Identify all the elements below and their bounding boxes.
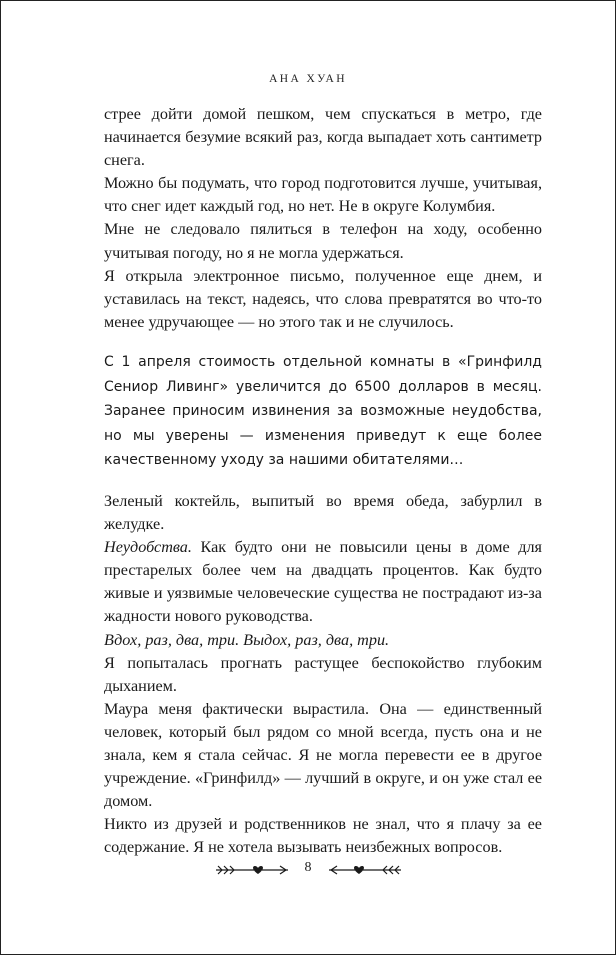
paragraph: Мне не следовало пялиться в телефон на ходу, особенно учитывая погоду, но я не могла удержаться.	[104, 220, 542, 262]
paragraph: стрее дойти домой пешком, чем спускаться в метро, где начинается безумие всякий раз, когда выпадает хоть сантиметр снега.	[104, 105, 542, 170]
paragraph: Зеленый коктейль, выпитый во время обеда, забурлил в желудке.	[104, 492, 542, 534]
page-footer	[1, 858, 615, 882]
body-text-top	[104, 103, 542, 334]
italic-word: Неудобства.	[104, 538, 192, 557]
paragraph-rest: Как будто они не повысили цены в доме для престарелых более чем на двадцать процентов. Как будто живые и уязвимые человеческие существа не пострадают из-за жадности нового руководства.	[104, 538, 542, 626]
paragraph: Маура меня фактически вырастила. Она — единственный человек, который был рядом со мной всегда, пусть она и не знала, кем я стала сейчас. Я не могла перевести ее в другое учреждение. «Гринфилд» — лучший в округе, и он уже стал ее домом.	[104, 699, 542, 811]
paragraph: Я открыла электронное письмо, полученное еще днем, и уставилась на текст, надеясь, что слова превратятся во что-то менее удручающее — но этого так и не случилось.	[104, 266, 542, 331]
paragraph: Никто из друзей и родственников не знал, что я плачу за ее содержание. Я не хотела вызывать неизбежных вопросов.	[104, 815, 542, 857]
body-text-bottom	[104, 490, 542, 860]
running-head: АНА ХУАН	[269, 73, 347, 85]
page-number: 8	[304, 860, 312, 875]
email-excerpt	[104, 350, 542, 473]
email-text: С 1 апреля стоимость отдельной комнаты в «Гринфилд Сениор Ливинг» увеличится до 6500 долларов в месяц. Заранее приносим извинения за возможные неудобства, но мы уверены — изменения приведут к еще более качественному уходу за нашими обитателями…	[104, 354, 542, 469]
paragraph: Можно бы подумать, что город подготовится лучше, учитывая, что снег идет каждый год, но нет. Не в округе Колумбия.	[104, 174, 542, 216]
paragraph	[104, 536, 542, 628]
arrow-heart-ornament-icon	[327, 862, 403, 878]
paragraph: Я попыталась прогнать растущее беспокойство глубоким дыханием.	[104, 653, 542, 695]
italic-paragraph: Вдох, раз, два, три. Выдох, раз, два, три.	[104, 630, 390, 649]
